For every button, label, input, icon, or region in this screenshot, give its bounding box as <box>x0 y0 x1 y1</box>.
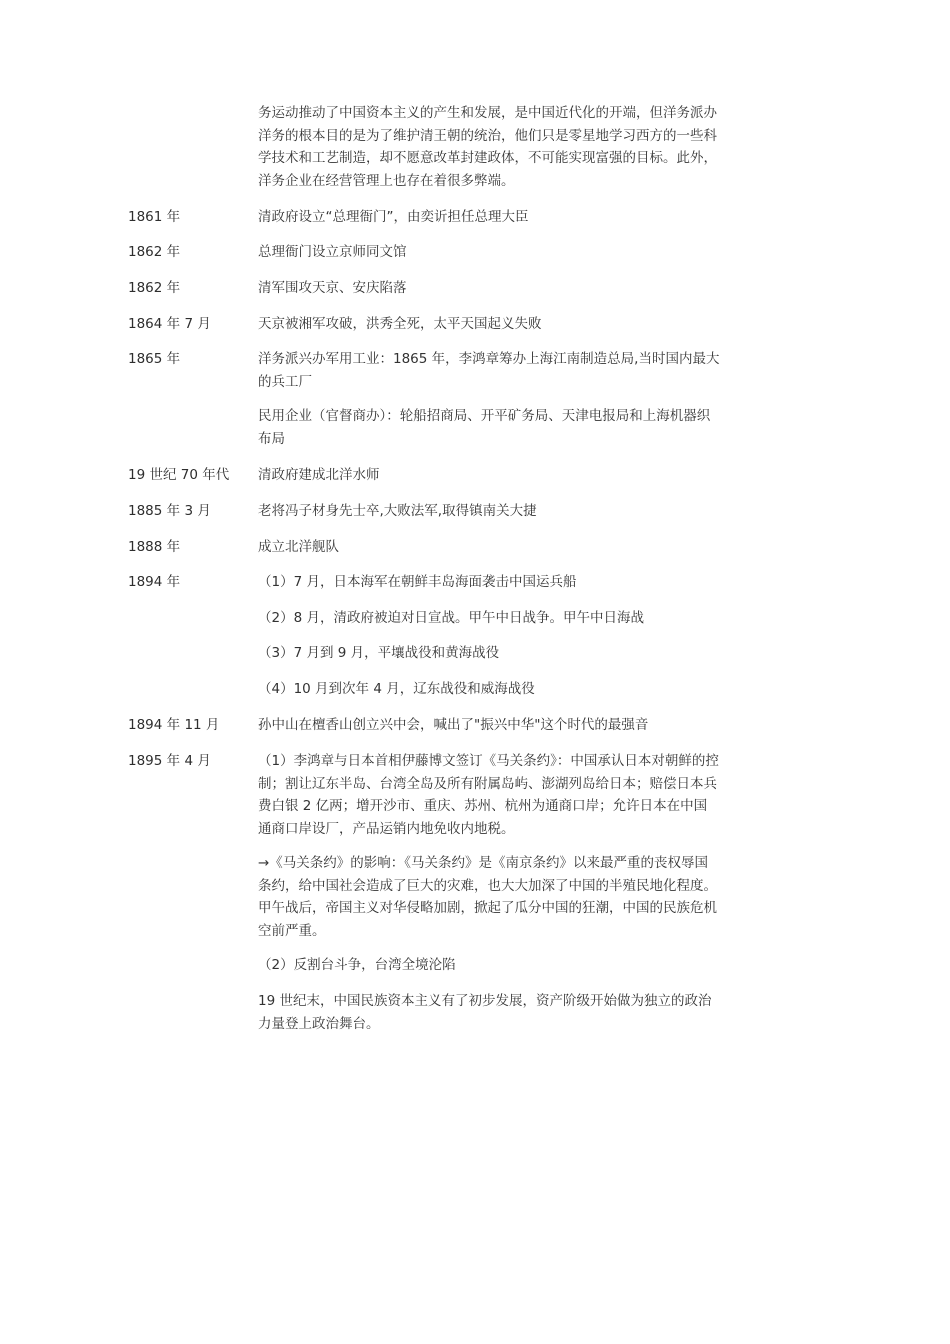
entry-date: 1888 年 <box>128 539 181 555</box>
entry-text: （4）10 月到次年 4 月，辽东战役和威海战役 <box>258 681 535 697</box>
entry-date: 1865 年 <box>128 351 181 367</box>
entry-date: 1885 年 3 月 <box>128 503 211 519</box>
entry-text: （2）8 月，清政府被迫对日宣战。甲午中日战争。甲午中日海战 <box>258 610 644 626</box>
entry-text: →《马关条约》的影响：《马关条约》是《南京条约》以来最严重的丧权辱国条约，给中国社会造成了巨大的灾难，也大大加深了中国的半殖民地化程度。甲午战后，帝国主义对华侵略加剧，掀起了瓜分中国的狂潮，中国的民族危机空前严重。 <box>258 855 717 939</box>
entry-text: 总理衙门设立京师同文馆 <box>258 244 407 260</box>
entry-text: 清政府设立“总理衙门”，由奕䜣担任总理大臣 <box>258 209 529 225</box>
entry-text: 民用企业（官督商办）：轮船招商局、开平矿务局、天津电报局和上海机器织布局 <box>258 408 711 447</box>
entry-text: 老将冯子材身先士卒,大败法军,取得镇南关大捷 <box>258 503 537 519</box>
entry-text: 天京被湘军攻破，洪秀全死，太平天国起义失败 <box>258 316 542 332</box>
entry-text: （2）反割台斗争，台湾全境沦陷 <box>258 957 456 973</box>
entry-date: 19 世纪 70 年代 <box>128 467 230 483</box>
entry-date: 1894 年 11 月 <box>128 717 220 733</box>
entry-date: 1894 年 <box>128 574 181 590</box>
entry-date: 1864 年 7 月 <box>128 316 211 332</box>
intro-text: 务运动推动了中国资本主义的产生和发展，是中国近代化的开端，但洋务派办洋务的根本目的是为了维护清王朝的统治，他们只是零星地学习西方的一些科学技术和工艺制造，却不愿意改革封建政体，不可能实现富强的目标。此外，洋务企业在经营管理上也存在着很多弊端。 <box>258 105 717 189</box>
entry-date: 1895 年 4 月 <box>128 753 211 769</box>
intro-paragraph <box>258 102 720 192</box>
entry-text: （1）李鸿章与日本首相伊藤博文签订《马关条约》：中国承认日本对朝鲜的控制；割让辽东半岛、台湾全岛及所有附属岛屿、澎湖列岛给日本；赔偿日本兵费白银 2 亿两；增开沙市、重庆、苏州、杭州为通商口岸；允许日本在中国通商口岸设厂，产品运销内地免收内地税。 <box>258 753 719 837</box>
entry-date: 1862 年 <box>128 280 181 296</box>
entry-text: （3）7 月到 9 月，平壤战役和黄海战役 <box>258 645 500 661</box>
entry-text: 孙中山在檀香山创立兴中会，喊出了"振兴中华"这个时代的最强音 <box>258 717 649 733</box>
entry-text: （1）7 月，日本海军在朝鲜丰岛海面袭击中国运兵船 <box>258 574 577 590</box>
entry-date: 1862 年 <box>128 244 181 260</box>
entry-text: 成立北洋舰队 <box>258 539 339 555</box>
entry-text: 洋务派兴办军用工业：1865 年，李鸿章筹办上海江南制造总局,当时国内最大的兵工厂 <box>258 351 720 390</box>
entry-text: 清政府建成北洋水师 <box>258 467 380 483</box>
entry-text: 19 世纪末，中国民族资本主义有了初步发展，资产阶级开始做为独立的政治力量登上政治舞台。 <box>258 993 712 1032</box>
entry-date: 1861 年 <box>128 209 181 225</box>
entry-text: 清军围攻天京、安庆陷落 <box>258 280 407 296</box>
